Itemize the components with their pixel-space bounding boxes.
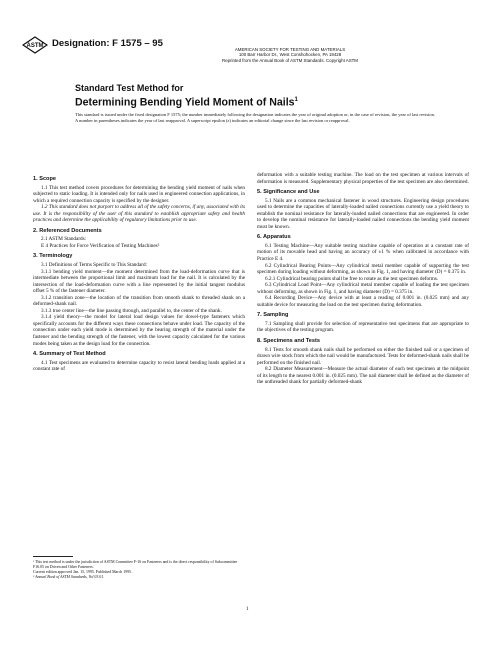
document-title [75,82,298,109]
footnote-divider [33,556,73,557]
paragraph: 6.3 Cylindrical Load Point—Any cylindrical metal member capable of loading the test specimen without deforming, as shown in Fig. 1, and having diameter (D) = 0.375 in. [257,282,469,295]
paragraph: 6.2 Cylindrical Bearing Points—Any cylindrical metal member capable of supporting the test specimen during loading without deforming, as shown in Fig. 1, and having diameter (D) = 0.375 in. [257,262,469,276]
paragraph: 4.1 Test specimens are evaluated to determine capacity to resist lateral bending loads applied at a constant rate of [33,359,245,373]
paragraph: deformation with a suitable testing machine. The load on the test specimen at various intervals of deformation is measured. Supplementary physical properties of the test specimen are also determined. [257,172,469,185]
paragraph: 6.1 Testing Machine—Any suitable testing machine capable of operation at a constant rate of motion of its movable head and having an accuracy of ±1 % when calibrated in accordance with Practice E 4. [257,242,469,263]
section-heading: 4. Summary of Test Method [33,351,106,358]
preamble: This standard is issued under the fixed designation F 1575; the number immediately following the designation indicates the year of original adoption or, in the case of revision, the year of last revision. A number in parentheses indicates the year of last reapproval. A superscript epsilon (ε) indicates an editorial change since the last revision or reapproval. [75,112,435,123]
section-heading: 6. Apparatus [257,234,291,241]
title-line-2 [75,94,298,109]
footnote: ¹ This test method is under the jurisdiction of ASTM Committee F-16 on Fasteners and is the direct responsibility of Subcommittee F16.05 on Driven and Other Fasteners. [33,560,238,569]
publisher-block [170,47,410,63]
title-line-1: Standard Test Method for [75,83,184,93]
page-number: 1 [246,606,249,612]
paragraph: 1.2 This standard does not purport to address all of the safety concerns, if any, associated with its use. It is the responsibility of the user of this standard to establish appropriate safety and health practices and determine the applicability of regulatory limitations prior to use. [33,204,245,224]
section-heading: 5. Significance and Use [257,189,320,196]
footnote: ² Annual Book of ASTM Standards, Vol 03.01. [33,575,105,579]
paragraph: 7.1 Sampling shall provide for selection of representative test specimens that are appropriate to the objectives of the testing program. [257,320,469,334]
section-heading: 8. Specimens and Tests [257,338,321,345]
paragraph: 6.4 Recording Device—Any device with at least a reading of 0.001 in. (0.025 mm) and any suitable device for measuring the load on the test specimen during deformation. [257,295,469,308]
footnotes [33,560,245,580]
right-column [257,172,469,386]
paragraph: 2.1 ASTM Standards: [41,236,87,243]
paragraph: 8.2 Diameter Measurement—Measure the actual diameter of each test specimen at the midpoint of its length to the nearest 0.001 in. (0.025 mm). The nail diameter shall be defined as the diameter of the unthreaded shank for partially deformed-shank [257,366,469,386]
title-footnote-mark: 1 [294,97,298,103]
publisher-line: Reprinted from the Annual Book of ASTM Standards. Copyright ASTM [222,57,358,63]
title-main: Determining Bending Yield Moment of Nails [75,96,295,109]
designation: Designation: F 1575 – 95 [52,38,163,49]
footnote: Current edition approved Jan. 15, 1995. Published March 1995. [33,570,132,574]
paragraph: 1.1 This test method covers procedures for determining the bending yield moment of nails when subjected to static loading. It is intended only for nails used in engineered connection applications, in which a required connection capacity is specified by the designer. [33,184,245,204]
publisher-line: 100 Barr Harbor Dr., West Conshohocken, PA 19428 [238,52,342,58]
section-heading: 3. Terminology [33,253,73,260]
paragraph: 3.1.2 transition zone—the location of the transition from smooth shank to threaded shank on a deformed-shank nail. [33,294,245,308]
paragraph: 6.2.1 Cylindrical bearing points shall be free to rotate as the test specimen deforms. [265,275,439,282]
publisher-line: AMERICAN SOCIETY FOR TESTING AND MATERIALS [234,47,346,52]
paragraph: 5.1 Nails are a common mechanical fastener in wood structures. Engineering design procedures used to determine the capacities of laterally-loaded nailed connections currently use a yield theory to establish the nominal resistance for laterally-loaded nailed connections that are engineered. In order to develop the nominal resistance for laterally-loaded nailed connections the bending yield moment must be known. [257,197,469,230]
paragraph: 3.1.3 true center line—the line passing through, and parallel to, the center of the shank. [41,307,222,314]
paragraph: 8.1 Tests for smooth shank nails shall be performed on either the finished nail or a specimen of drawn wire stock from which the nail would be manufactured. Tests for deformed-shank nails shall be performed on the finished nail. [257,346,469,366]
svg-text:ASTM: ASTM [26,43,44,49]
paragraph: E 4 Practices for Force Verification of Testing Machines² [41,242,160,249]
paragraph: 3.1 Definitions of Terms Specific to This Standard: [41,262,148,269]
paragraph: 3.1.4 yield theory—the model for lateral load design values for dowel-type fasteners which specifically accounts for the different ways these connections behave under load. The capacity of the connection under each yield mode is determined by the bearing strength of the material under the fastener and the bending strength of the fastener, with the lowest capacity calculated for the various modes being taken as the design load for the connection. [33,314,245,347]
paragraph: 3.1.1 bending yield moment—the moment determined from the load-deformation curve that is intermediate between the proportional limit and maximum load for the nail. It is calculated by the intersection of the load-deformation curve with a line represented by the initial tangent modulus offset 5 % of the fastener diameter. [33,268,245,295]
left-column [33,172,245,373]
section-heading: 7. Sampling [257,312,289,319]
section-heading: 1. Scope [33,176,57,182]
section-heading: 2. Referenced Documents [33,227,102,234]
astm-logo-icon [22,36,48,54]
